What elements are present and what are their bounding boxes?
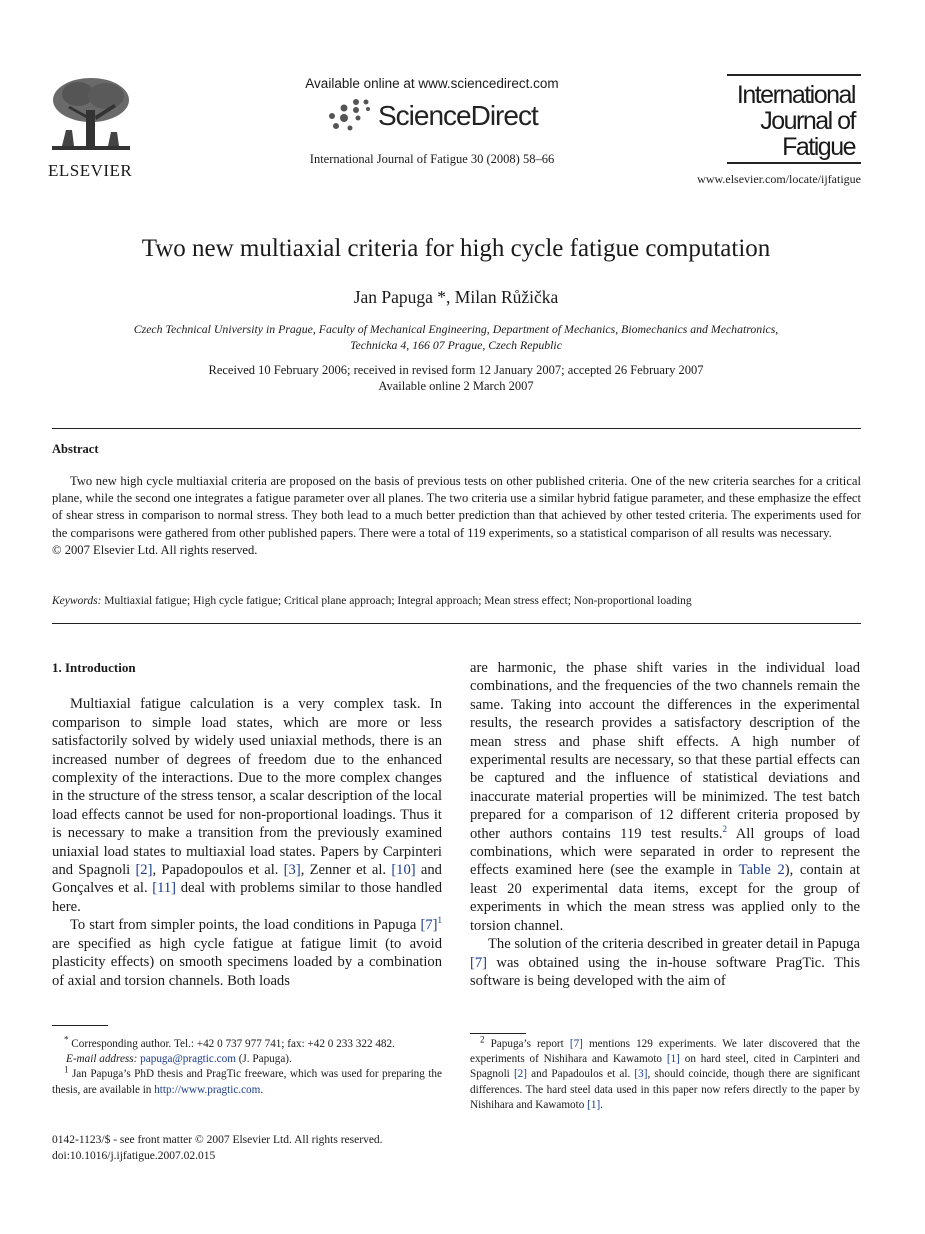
right-column [470,659,860,990]
ref-7-link[interactable]: [7] [420,917,438,934]
email-link[interactable]: papuga@pragtic.com [140,1053,236,1066]
fn2-ref-7-link[interactable]: [7] [569,1038,583,1050]
abstract-bottom-rule [52,623,861,624]
keywords-list: Multiaxial fatigue; High cycle fatigue; Critical plane approach; Integral approach; Mean stress effect; Non-proportional loading [104,595,692,607]
journal-url[interactable]: www.elsevier.com/locate/ijfatigue [697,172,861,186]
pragtic-url-link[interactable]: http://www.pragtic.com [154,1083,261,1096]
elsevier-tree-icon [48,74,134,158]
journal-logo-line-2: Journal of [760,107,855,135]
footnote-2: $^2$ Papuga’s report [7] mentions 129 experiments. We later discovered that the experiments of Nishihara and Kawamoto [1] on hard steel, cited in Carpinteri and Spagnoli [2] and Papadoulos et al. [3], should coincide, though there are significant differences. The hard steel data used in this paper now refers directly to the paper by Nishihara and Kawamoto [1]. [470,1034,861,1111]
footnote-2-marker[interactable]: 2 [722,823,728,834]
footnote-email: E-mail address: papuga@pragtic.com (J. Papuga). [66,1053,292,1066]
ref-3-link[interactable]: [3] [283,862,301,879]
ref-7-link-right[interactable]: [7] [470,954,488,971]
journal-logo-top-rule [727,74,861,76]
right-footnotes [470,1034,861,1113]
journal-logo-bottom-rule [727,162,861,164]
right-footnote-rule [470,1033,526,1034]
ref-10-link[interactable]: [10] [391,862,416,879]
abstract-heading: Abstract [52,442,99,456]
available-online-date: Available online 2 March 2007 [378,379,534,393]
section-heading-introduction: 1. Introduction [52,660,136,675]
abstract-body [52,473,861,559]
intro-paragraph-1: Multiaxial fatigue calculation is a very complex task. In comparison to simple load states, which are more or less satisfactorily solved by widely used uniaxial methods, there is an increased number of degrees of freedom due to the enhanced complexity of the interactions. Due to the more complex changes in the structure of the stress tensor, a scalar description of the local load effects cannot be used for non-proportional loadings. Thus it is necessary to make a transition from the previously examined uniaxial load states to multiaxial load states. Papers by Carpinteri and Spagnoli [2], Papadopoulos et al. [3], Zenner et al. [10] and Gonçalves et al. [11] deal with problems similar to those handled here. [52,696,443,915]
keywords [52,595,861,607]
fn2-ref-2-link[interactable]: [2] [513,1068,527,1081]
fn2-ref-1-link[interactable]: [1] [666,1053,680,1066]
affiliation-line-2: Technicka 4, 166 07 Prague, Czech Republic [350,338,562,352]
abstract-text: Two new high cycle multiaxial criteria are proposed on the basis of previous tests on other published criteria. One of the new criteria searches for a critical plane, while the second one integrates a fatigue parameter over all planes. The two criteria use a similar hybrid fatigue parameter, and these emphasize the effect of shear stress in comparison to normal stress. They both lead to a much better prediction than that achieved by other tested criteria. The experiments used for the comparisons were gathered from other published papers. There were a total of 119 experiments, so a statistical comparison of all results was necessary. [52,474,861,540]
footnote-star: * Corresponding author. Tel.: +42 0 737 977 741; fax: +42 0 233 322 482. [64,1034,395,1050]
affiliation-line-1: Czech Technical University in Prague, Faculty of Mechanical Engineering, Department of Mechanics, Biomechanics and Mechatronics, [133,322,779,336]
ref-11-link[interactable]: [11] [152,880,177,897]
intro-paragraph-2: To start from simpler points, the load conditions in Papuga $[7]^1$ are specified as high cycle fatigue at fatigue limit (to avoid plasticity effects) on smooth specimens loaded by a combination of axial and torsion channels. Both loads [52,915,442,989]
sciencedirect-dots-icon [322,96,374,136]
ref-2-link[interactable]: [2] [135,862,153,879]
fn2-ref-3-link[interactable]: [3] [634,1068,648,1081]
journal-citation: International Journal of Fatigue 30 (2008) 58–66 [309,152,555,166]
footnote-1-marker[interactable]: 1 [437,915,442,926]
article-title: Two new multiaxial criteria for high cycle fatigue computation [141,235,771,262]
abstract-copyright: © 2007 Elsevier Ltd. All rights reserved. [52,542,258,557]
journal-logo-line-1: International [736,81,855,109]
received-dates: Received 10 February 2006; received in revised form 12 January 2007; accepted 26 February 2007 [208,363,704,377]
intro-paragraph-3: are harmonic, the phase shift varies in the individual load combinations, and the frequencies of the two channels remain the same. Taking into account the differences in the experimental results, the research provides a satisfactory description of the mean stress and phase shift effects. A high number of experimental results are necessary, so that these partial effects can be captured and the influence of statistical deviations and inaccurate material properties will be minimized. The test batch prepared for a comparison of 12 different criteria proposed by other authors contains 119 test results.$^2$ All groups of load combinations, which were separated in order to represent the effects examined here (see the example in Table 2), contain at least 20 experimental data items, except for the group of experiments in which the mean stress was applied only to the torsion channel. [470,660,860,934]
available-online-text: Available online at www.sciencedirect.com [305,76,559,91]
fn2-ref-1b-link[interactable]: [1] [587,1098,601,1111]
issn-line: 0142-1123/$ - see front matter © 2007 Elsevier Ltd. All rights reserved. [52,1134,383,1146]
intro-paragraph-4: The solution of the criteria described in greater detail in Papuga [7] was obtained using the in-house software PragTic. This software is being developed with the aim of [470,936,861,989]
publisher-name: ELSEVIER [48,161,133,180]
left-column [52,659,442,990]
table-2-link[interactable]: Table 2 [738,862,785,879]
doi-line: doi:10.1016/j.ijfatigue.2007.02.015 [52,1150,216,1162]
footnote-1: $^1$ Jan Papuga’s PhD thesis and PragTic freeware, which was used for preparing the thesis, are available in http://www.pragtic.com. [52,1064,442,1096]
left-footnote-rule [52,1025,108,1026]
sciencedirect-logo [322,96,562,136]
abstract-top-rule [52,428,861,429]
elsevier-logo [48,74,134,180]
journal-logo-line-3: Fatigue [782,133,855,161]
sciencedirect-wordmark: ScienceDirect [378,100,538,131]
journal-logo [727,74,861,164]
keywords-label: Keywords: [52,595,102,607]
left-footnotes [52,1034,442,1098]
article-authors: Jan Papuga *, Milan Růžička [353,287,559,307]
